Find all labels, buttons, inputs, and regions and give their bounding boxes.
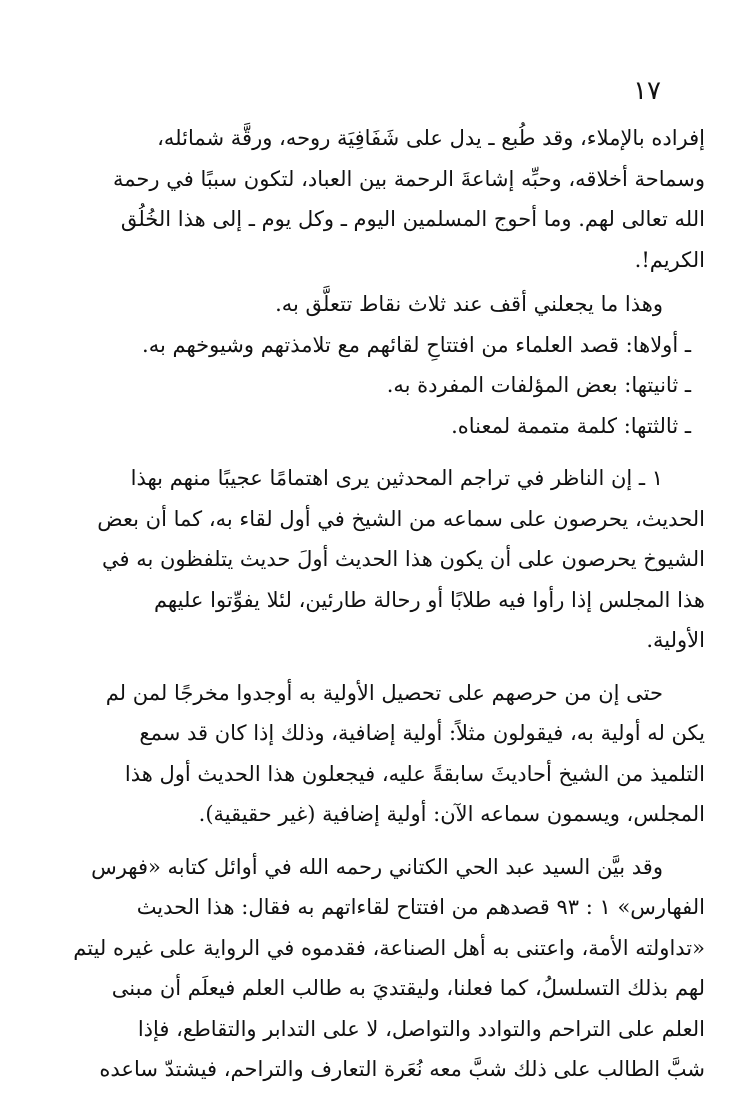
text-line: العلم على التراحم والتوادد والتواصل، لا على التدابر والتقاطع، فإذا	[137, 1016, 705, 1041]
list-item-3	[45, 406, 705, 447]
paragraph-1	[45, 118, 705, 280]
text-line: الكريم!.	[634, 247, 705, 272]
text-line: هذا المجلس إذا رأوا فيه طلابًا أو رحالة طارئين، لئلا يفوِّتوا عليهم	[153, 587, 705, 612]
paragraph-3	[45, 673, 705, 835]
text-line: وسماحة أخلاقه، وحبِّه إشاعةَ الرحمة بين العباد، لتكون سببًا في رحمة	[113, 166, 705, 191]
text-line: يكن له أولية به، فيقولون مثلاً: أولية إضافية، وذلك إذا كان قد سمع	[139, 721, 705, 745]
list-item-1	[45, 325, 705, 366]
paragraph-section-1	[45, 458, 705, 661]
list-item-2	[45, 365, 705, 406]
text-line: ١ ـ إن الناظر في تراجم المحدثين يرى اهتمامًا عجيبًا منهم بهذا	[130, 466, 663, 490]
text-line: وقد بيَّن السيد عبد الحي الكتاني رحمه الله في أوائل كتابه «فهرس	[91, 854, 663, 879]
text-line: التلميذ من الشيخ أحاديثَ سابقةً عليه، فيجعلون هذا الحديث أول هذا	[124, 761, 705, 786]
text-line: ـ ثالثتها: كلمة متممة لمعناه.	[451, 413, 691, 438]
text-line: المجلس، ويسمون سماعه الآن: أولية إضافية (غير حقيقية).	[198, 802, 705, 826]
text-line: «تداولته الأمة، واعتنى به أهل الصناعة، فقدموه في الرواية على غيره ليتم	[73, 935, 705, 960]
text-line: الفهارس» ١ : ٩٣ قصدهم من افتتاح لقاءاتهم به فقال: هذا الحديث	[136, 895, 705, 919]
text-line: حتى إن من حرصهم على تحصيل الأولية به أوجدوا مخرجًا لمن لم	[105, 680, 663, 705]
text-line: لهم بذلك التسلسلُ، كما فعلنا، وليقتديَ به طالب العلم فيعلَم أن مبنى	[111, 976, 705, 1000]
text-line: الأولية.	[646, 628, 705, 652]
text-line: الشيوخ يحرصون على أن يكون هذا الحديث أولَ حديث يتلفظون به في	[102, 547, 705, 571]
page-body	[45, 118, 705, 1090]
text-line: الحديث، يحرصون على سماعه من الشيخ في أول لقاء به، كما أن بعض	[97, 506, 705, 531]
text-line: إفراده بالإملاء، وقد طُبع ـ يدل على شَفَافِيَة روحه، ورقَّة شمائله،	[157, 126, 705, 150]
text-line: ـ ثانيتها: بعض المؤلفات المفردة به.	[386, 373, 691, 397]
text-line: شبَّ الطالب على ذلك شبَّ معه نُعَرة التعارف والتراحم، فيشتدّ ساعده	[99, 1057, 705, 1081]
text-line: الله تعالى لهم. وما أحوج المسلمين اليوم ـ وكل يوم ـ إلى هذا الخُلُق	[120, 207, 705, 231]
page-number: ١٧	[633, 76, 661, 106]
text-line: ـ أولاها: قصد العلماء من افتتاحِ لقائهم مع تلامذتهم وشيوخهم به.	[142, 332, 691, 357]
paragraph-4	[45, 847, 705, 1090]
text-line: وهذا ما يجعلني أقف عند ثلاث نقاط تتعلَّق به.	[275, 292, 663, 316]
paragraph-2	[45, 284, 705, 325]
